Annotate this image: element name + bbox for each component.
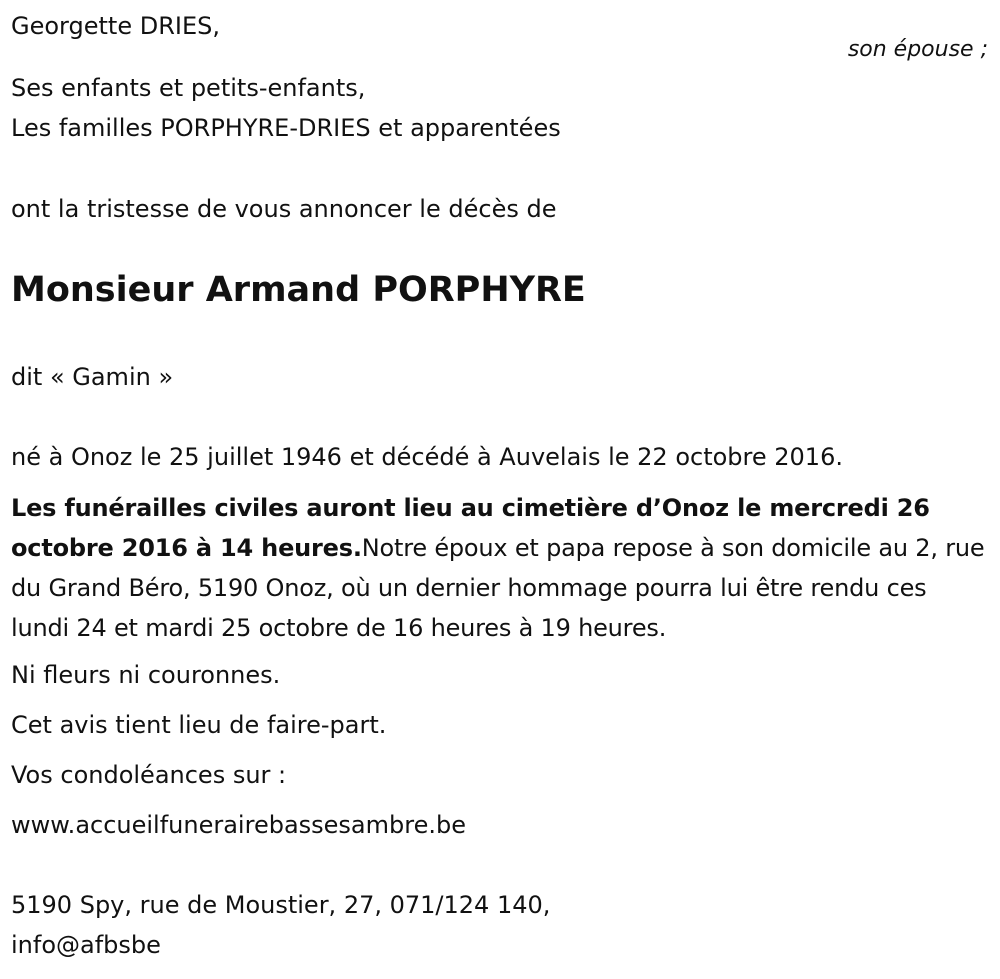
condolences-website[interactable]: www.accueilfunerairebassesambre.be (11, 811, 466, 839)
no-flowers-text: Ni fleurs ni couronnes. (11, 661, 281, 689)
funeral-paragraph (11, 488, 991, 648)
condolences-label: Vos condoléances sur : (11, 761, 287, 789)
family-line-1: Ses enfants et petits-enfants, (11, 74, 366, 102)
spouse-role: son épouse ; (847, 37, 988, 62)
notice-text: Cet avis tient lieu de faire-part. (11, 711, 387, 739)
birth-death-dates: né à Onoz le 25 juillet 1946 et décédé à Auvelais le 22 octobre 2016. (11, 443, 843, 471)
announcement-text: ont la tristesse de vous annoncer le décès de (11, 195, 557, 223)
funeral-home-address: 5190 Spy, rue de Moustier, 27, 071/124 140, (11, 891, 551, 919)
family-line-2: Les familles PORPHYRE-DRIES et apparentées (11, 114, 561, 142)
spouse-name: Georgette DRIES, (11, 12, 220, 40)
repose-details: Notre époux et papa repose à son domicile au 2, rue du Grand Béro, 5190 Onoz, où un dernier hommage pourra lui être rendu ces lundi 24 et mardi 25 octobre de 16 heures à 19 heures. (11, 534, 985, 642)
nickname: dit « Gamin » (11, 363, 174, 391)
deceased-name: Monsieur Armand PORPHYRE (11, 270, 586, 310)
funeral-details-bold: Les funérailles civiles auront lieu au cimetière d’Onoz le mercredi 26 octobre 2016 à 14 heures. (11, 494, 930, 562)
funeral-home-email[interactable]: info@afbsbe (11, 931, 161, 959)
